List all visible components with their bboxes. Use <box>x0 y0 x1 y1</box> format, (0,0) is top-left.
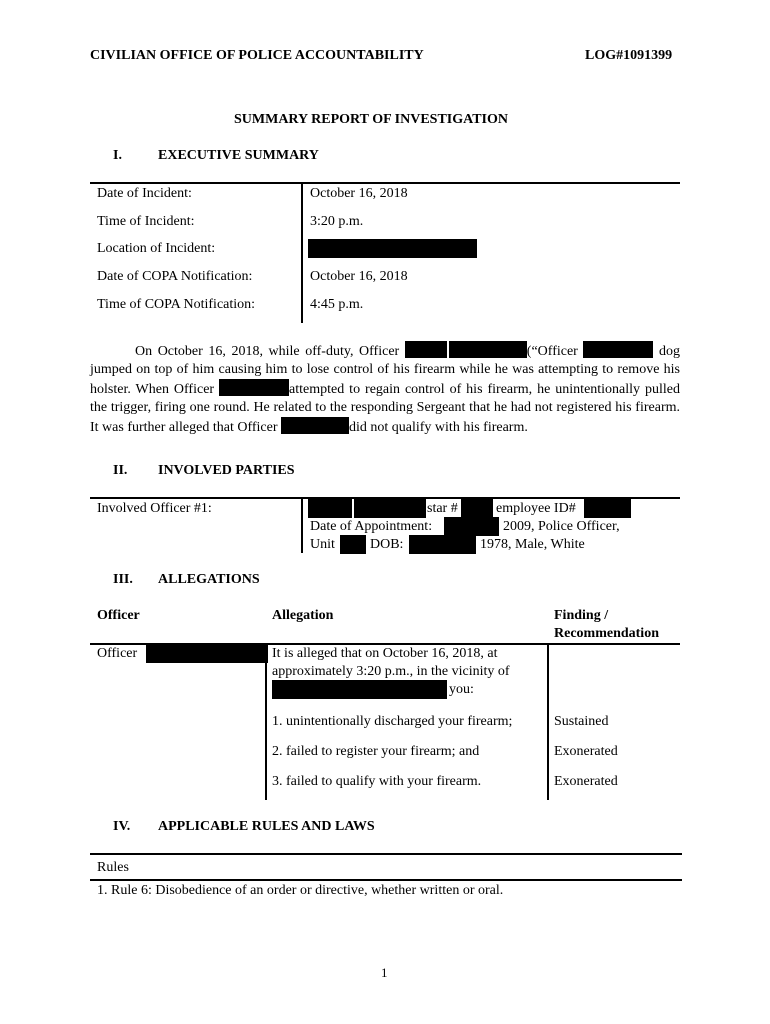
redaction-bar <box>409 535 476 554</box>
redaction-bar <box>272 680 447 699</box>
redaction-bar <box>583 341 653 358</box>
table-divider <box>265 644 267 800</box>
finding-value: Sustained <box>554 714 609 729</box>
copa-notification-date-value: October 16, 2018 <box>310 269 408 284</box>
date-of-incident-value: October 16, 2018 <box>310 186 408 201</box>
redaction-bar <box>354 499 426 518</box>
column-header-recommendation: Recommendation <box>554 626 659 641</box>
employee-id-label: employee ID# <box>496 501 576 516</box>
dob-detail: 1978, Male, White <box>480 537 585 552</box>
copa-notification-time-label: Time of COPA Notification: <box>97 297 256 312</box>
redaction-bar <box>281 417 349 434</box>
narrative-paragraph <box>90 341 680 437</box>
table-rule <box>90 182 680 184</box>
column-header-finding: Finding / <box>554 608 609 623</box>
column-header-allegation: Allegation <box>272 608 334 623</box>
redaction-bar <box>146 644 268 663</box>
table-rule <box>90 853 682 855</box>
redaction-bar <box>340 535 366 554</box>
finding-value: Exonerated <box>554 744 618 759</box>
table-divider <box>547 644 549 800</box>
allegation-item: 1. unintentionally discharged your firearm; <box>272 714 513 729</box>
table-divider <box>301 498 303 553</box>
unit-label: Unit <box>310 537 335 552</box>
section-title: APPLICABLE RULES AND LAWS <box>158 819 375 834</box>
section-title: ALLEGATIONS <box>158 572 260 587</box>
redaction-bar <box>449 341 527 358</box>
page-number: 1 <box>381 965 388 980</box>
redaction-bar <box>219 379 289 396</box>
section-number: III. <box>113 572 133 587</box>
section-number: IV. <box>113 819 131 834</box>
narrative-part: attempted to regain control of his firearm, he unintentionally pulled the trigger, firing one round. He related to the responding Sergeant that he had not registered his firearm. It was further alleged that Officer <box>90 382 680 435</box>
table-rule <box>90 879 682 881</box>
star-label: star # <box>427 501 458 516</box>
agency-name: CIVILIAN OFFICE OF POLICE ACCOUNTABILITY <box>90 48 424 63</box>
appointment-detail: 2009, Police Officer, <box>503 519 620 534</box>
table-divider <box>301 183 303 323</box>
allegation-intro: It is alleged that on October 16, 2018, at <box>272 646 498 661</box>
appointment-label: Date of Appointment: <box>310 519 433 534</box>
rules-heading: Rules <box>97 860 129 875</box>
location-of-incident-label: Location of Incident: <box>97 241 216 256</box>
time-of-incident-label: Time of Incident: <box>97 214 195 229</box>
section-number: I. <box>113 148 122 163</box>
redaction-bar <box>444 517 499 536</box>
allegation-intro: you: <box>449 682 474 697</box>
narrative-part: On October 16, 2018, while off-duty, Officer <box>135 344 400 359</box>
involved-officer-label: Involved Officer #1: <box>97 501 212 516</box>
rule-item: 1. Rule 6: Disobedience of an order or directive, whether written or oral. <box>97 883 504 898</box>
redaction-bar <box>308 499 352 518</box>
section-number: II. <box>113 463 128 478</box>
finding-value: Exonerated <box>554 774 618 789</box>
allegation-officer-label: Officer <box>97 646 138 661</box>
section-title: EXECUTIVE SUMMARY <box>158 148 319 163</box>
allegation-intro: approximately 3:20 p.m., in the vicinity of <box>272 664 510 679</box>
allegation-item: 3. failed to qualify with your firearm. <box>272 774 482 789</box>
allegation-item: 2. failed to register your firearm; and <box>272 744 480 759</box>
log-number: LOG#1091399 <box>585 48 673 63</box>
redaction-bar <box>308 239 477 258</box>
redaction-bar <box>584 499 631 518</box>
report-title: SUMMARY REPORT OF INVESTIGATION <box>234 112 508 127</box>
date-of-incident-label: Date of Incident: <box>97 186 192 201</box>
redaction-bar <box>405 341 447 358</box>
column-header-officer: Officer <box>97 608 140 623</box>
copa-notification-date-label: Date of COPA Notification: <box>97 269 253 284</box>
copa-notification-time-value: 4:45 p.m. <box>310 297 364 312</box>
dob-label: DOB: <box>370 537 404 552</box>
narrative-part: dog jumped on top of him causing him to lose control of his firearm while he was attempting to remove his holster. When Officer <box>90 344 681 397</box>
narrative-part: did not qualify with his firearm. <box>349 420 528 435</box>
section-title: INVOLVED PARTIES <box>158 463 295 478</box>
redaction-bar <box>461 499 493 518</box>
narrative-part: (“Officer <box>526 344 578 359</box>
time-of-incident-value: 3:20 p.m. <box>310 214 364 229</box>
